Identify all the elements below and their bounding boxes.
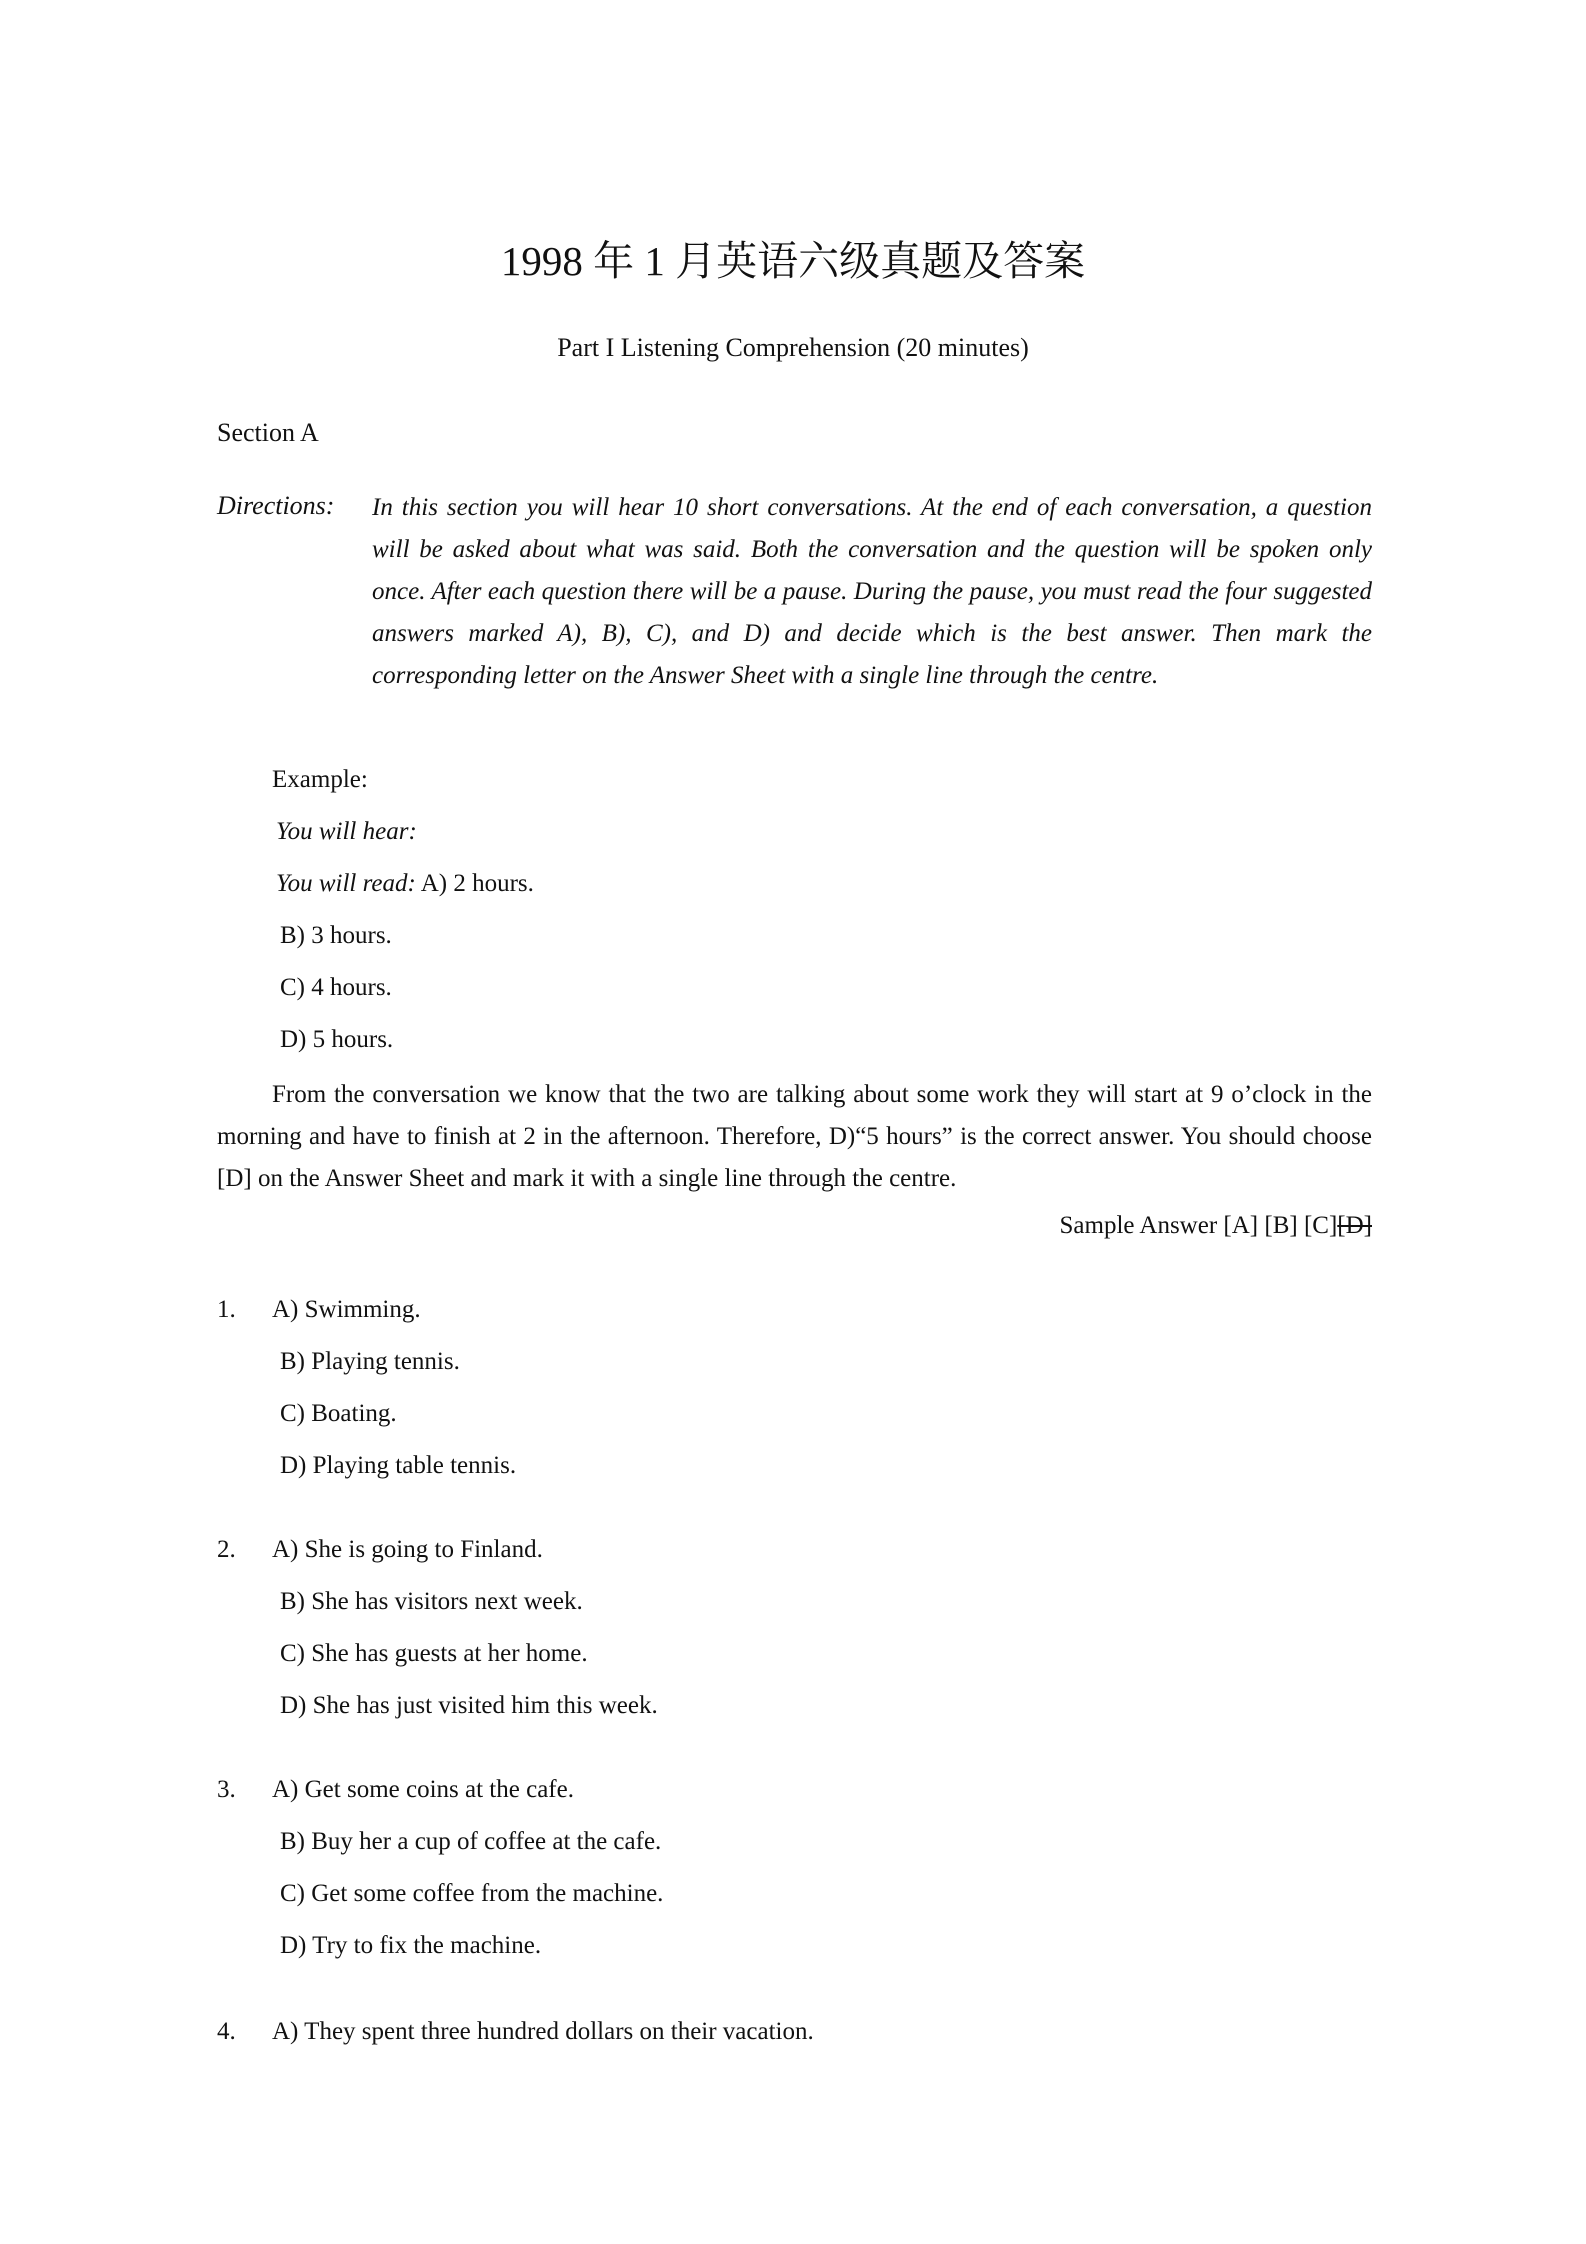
example-option-c: C) 4 hours. xyxy=(280,974,392,1001)
question-1-option-b: B) Playing tennis. xyxy=(280,1348,460,1375)
question-2-option-b: B) She has visitors next week. xyxy=(280,1588,583,1615)
question-4-number: 4. xyxy=(217,2018,236,2045)
example-explanation: From the conversation we know that the two are talking about some work they will start at 9 o’clock in the morning and have to finish at 2 in the afternoon. Therefore, D)“5 hours” is the correct answer. You should choose [D] on the Answer Sheet and mark it with a single line through the centre. xyxy=(217,1081,1372,1192)
directions-label: Directions: xyxy=(217,491,335,520)
sample-choice-c: [C] xyxy=(1303,1212,1338,1239)
question-1-option-c: C) Boating. xyxy=(280,1400,397,1427)
directions-text: In this section you will hear 10 short conversations. At the end of each conversation, a question will be asked about what was said. Both the conversation and the question will be spoken only once. After each question there will be a pause. During the pause, you must read the four suggested answers marked A), B), C), and D) and decide which is the best answer. Then mark the corresponding letter on the Answer Sheet with a single line through the centre. xyxy=(372,494,1372,689)
question-2-option-d: D) She has just visited him this week. xyxy=(280,1692,658,1719)
question-3-option-c: C) Get some coffee from the machine. xyxy=(280,1880,664,1907)
part-title: Part I Listening Comprehension (20 minutes) xyxy=(557,333,1029,362)
example-label: Example: xyxy=(272,766,368,793)
question-2-number: 2. xyxy=(217,1536,236,1563)
you-will-hear-label: You will hear: xyxy=(276,818,417,845)
question-3-option-d: D) Try to fix the machine. xyxy=(280,1932,542,1959)
you-will-read-label: You will read: xyxy=(276,870,416,897)
question-3-option-a: A) Get some coins at the cafe. xyxy=(272,1776,574,1803)
page-title: 1998 年 1 月英语六级真题及答案 xyxy=(500,238,1086,284)
question-4-option-a: A) They spent three hundred dollars on their vacation. xyxy=(272,2018,814,2045)
sample-choice-b: [B] xyxy=(1264,1212,1298,1239)
example-option-b: B) 3 hours. xyxy=(280,922,392,949)
sample-choice-d-marked: [D] xyxy=(1337,1212,1372,1239)
sample-answer xyxy=(1060,1212,1372,1240)
sample-answer-label: Sample Answer xyxy=(1059,1212,1218,1239)
question-1-option-d: D) Playing table tennis. xyxy=(280,1452,517,1479)
example-option-d: D) 5 hours. xyxy=(280,1026,394,1053)
question-2-option-c: C) She has guests at her home. xyxy=(280,1640,588,1667)
example-option-a: A) 2 hours. xyxy=(420,870,534,897)
you-will-read-line xyxy=(276,870,534,898)
question-3-number: 3. xyxy=(217,1776,236,1803)
question-3-option-b: B) Buy her a cup of coffee at the cafe. xyxy=(280,1828,662,1855)
question-1-option-a: A) Swimming. xyxy=(272,1296,421,1323)
question-2-option-a: A) She is going to Finland. xyxy=(272,1536,543,1563)
section-title: Section A xyxy=(217,418,319,447)
sample-choice-a: [A] xyxy=(1223,1212,1259,1239)
question-1-number: 1. xyxy=(217,1296,236,1323)
